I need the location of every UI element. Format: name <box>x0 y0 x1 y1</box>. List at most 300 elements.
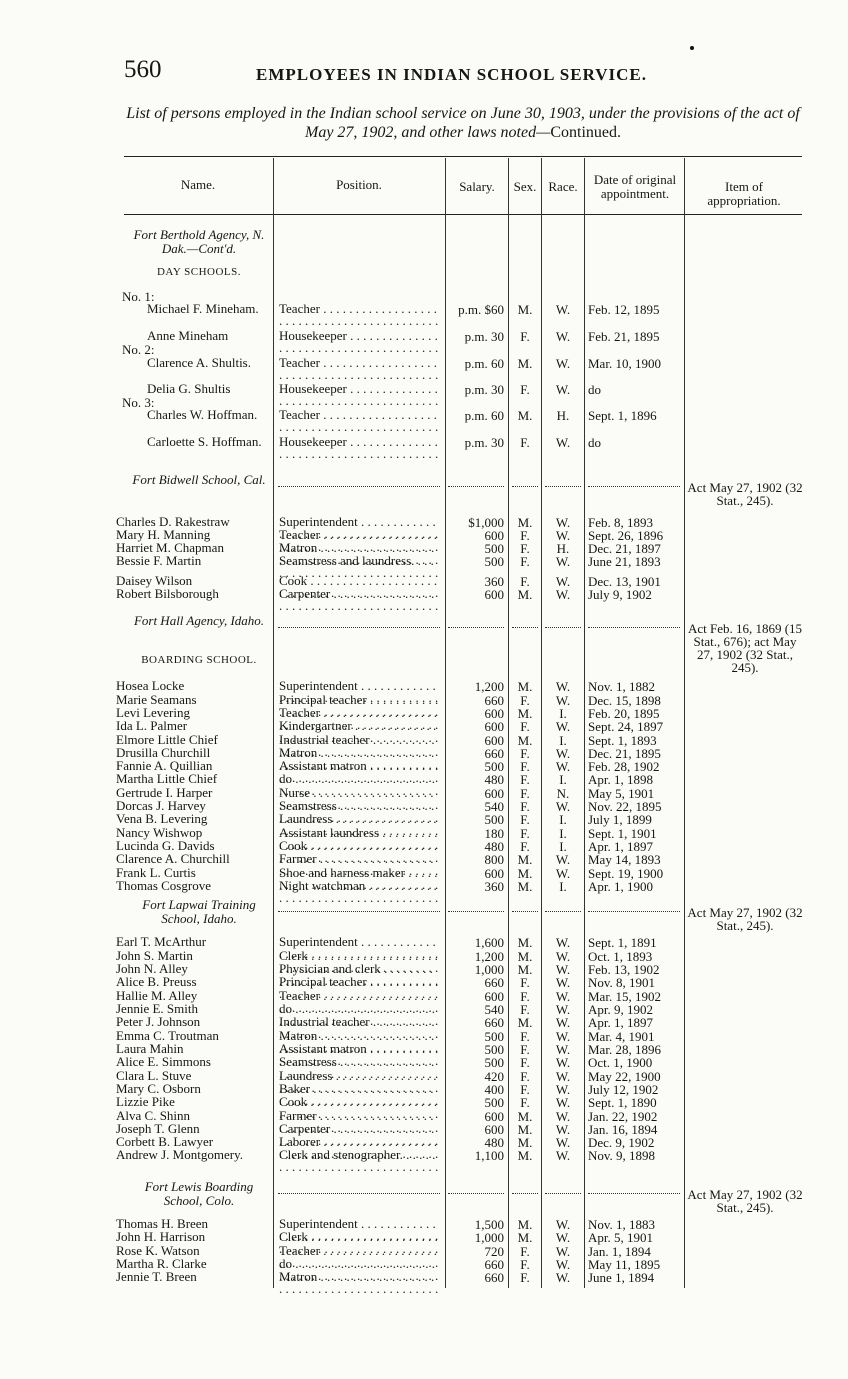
employee-salary: 480 <box>484 1135 504 1150</box>
employee-position: Clerk and stenographer. . . . <box>279 1149 439 1175</box>
employee-name: Alice E. Simmons <box>116 1054 211 1069</box>
employee-position: Superintendent . . . <box>279 936 439 962</box>
employee-salary: p.m. 30 <box>464 382 504 397</box>
employee-salary: 480 <box>484 839 504 854</box>
employee-race: W. <box>555 329 571 344</box>
school-label: No. 1: <box>122 289 155 304</box>
employee-salary: 1,000 <box>474 1230 504 1245</box>
appointment-date: July 1, 1899 <box>588 812 652 827</box>
employee-race: W. <box>555 1069 571 1084</box>
section-title: Fort Lapwai Training School, Idaho. <box>142 897 256 926</box>
dotted-leader <box>278 627 440 628</box>
employee-name: Peter J. Johnson <box>116 1014 201 1029</box>
appointment-date: Sept. 24, 1897 <box>588 719 664 734</box>
employee-name: Alice B. Preuss <box>116 974 197 989</box>
employee-name: John H. Harrison <box>116 1229 206 1244</box>
employee-sex: F. <box>520 826 530 841</box>
caption-italic: List of persons employed in the Indian school service on June 30, 1903, under the provisions of the act of May 27, 1902, and other laws noted— <box>126 105 800 141</box>
table-caption <box>118 104 808 142</box>
employee-name: Daisey Wilson <box>116 573 193 588</box>
employee-sex: M. <box>517 679 533 694</box>
employee-sex: M. <box>517 866 533 881</box>
employee-sex: F. <box>520 1257 530 1272</box>
appointment-date: Apr. 1, 1897 <box>588 1015 653 1030</box>
employee-name: Hallie M. Alley <box>116 988 198 1003</box>
employee-position: Industrial teacher . . . <box>279 1016 439 1042</box>
employee-name: Dorcas J. Harvey <box>116 798 206 813</box>
employee-salary: 1,200 <box>474 949 504 964</box>
employee-position: Laborer . . . <box>279 1136 439 1162</box>
appointment-date: Nov. 22, 1895 <box>588 799 662 814</box>
employee-salary: p.m. 60 <box>464 356 504 371</box>
employee-sex: M. <box>517 515 533 530</box>
employee-salary: 500 <box>484 1042 504 1057</box>
employee-name: Thomas H. Breen <box>116 1216 209 1231</box>
employee-race: W. <box>555 1042 571 1057</box>
employee-position: Superintendent . . . <box>279 680 439 706</box>
employee-position: Carpenter . . . <box>279 1123 439 1149</box>
employee-position: Cook . . . <box>279 840 439 866</box>
employee-salary: 1,100 <box>474 1148 504 1163</box>
employee-salary: 500 <box>484 1029 504 1044</box>
employee-position: Teacher . . . <box>279 529 439 555</box>
employee-salary: 800 <box>484 852 504 867</box>
employee-name: Jennie T. Breen <box>116 1269 197 1284</box>
employee-sex: F. <box>520 554 530 569</box>
appointment-date: Feb. 8, 1893 <box>588 515 653 530</box>
employee-name: Carloette S. Hoffman. <box>147 434 262 449</box>
employee-position: Principal teacher . . . <box>279 976 439 1002</box>
header-sex: Sex. <box>513 179 537 194</box>
employee-position: Assistant laundress . . . <box>279 827 439 853</box>
appointment-date: Apr. 5, 1901 <box>588 1230 653 1245</box>
employee-sex: M. <box>517 356 533 371</box>
employee-name: John S. Martin <box>116 948 193 963</box>
employee-sex: M. <box>517 879 533 894</box>
employee-salary: p.m. $60 <box>458 302 504 317</box>
appointment-date: do <box>588 382 601 397</box>
dotted-leader <box>588 627 680 628</box>
employee-race: W. <box>555 989 571 1004</box>
employee-name: Emma C. Troutman <box>116 1028 219 1043</box>
employee-sex: F. <box>520 989 530 1004</box>
appointment-date: Sept. 1, 1901 <box>588 826 657 841</box>
employee-salary: 660 <box>484 1015 504 1030</box>
employee-salary: 500 <box>484 554 504 569</box>
employee-sex: M. <box>517 1122 533 1137</box>
employee-salary: 500 <box>484 541 504 556</box>
employee-position: Clerk . . . <box>279 950 439 976</box>
employee-name: Charles W. Hoffman. <box>147 407 258 422</box>
ink-speck <box>690 46 694 50</box>
employee-position: Teacher . . . <box>279 707 439 733</box>
employee-salary: 1,600 <box>474 935 504 950</box>
appointment-date: Nov. 1, 1883 <box>588 1217 656 1232</box>
employee-sex: M. <box>517 1148 533 1163</box>
appropriation-item: Act May 27, 1902 (32 Stat., 245). <box>687 480 803 508</box>
employee-salary: 600 <box>484 706 504 721</box>
employee-race: W. <box>555 1244 571 1259</box>
employee-position: Teacher . . . <box>279 990 439 1016</box>
employee-race: W. <box>555 935 571 950</box>
employee-name: Levi Levering <box>116 705 190 720</box>
employee-position: Industrial teacher . . . <box>279 734 439 760</box>
appointment-date: Dec. 13, 1901 <box>588 574 661 589</box>
appointment-date: Apr. 1, 1898 <box>588 772 653 787</box>
employee-name: Clarence A. Shultis. <box>147 355 251 370</box>
employee-salary: $1,000 <box>468 515 504 530</box>
employee-race: W. <box>555 1217 571 1232</box>
employee-race: I. <box>559 812 567 827</box>
employee-sex: M. <box>517 302 533 317</box>
employee-position: Teacher . . . <box>279 357 439 383</box>
employee-salary: 500 <box>484 812 504 827</box>
appointment-date: do <box>588 435 601 450</box>
appointment-date: Sept. 26, 1896 <box>588 528 664 543</box>
employee-race: W. <box>555 1135 571 1150</box>
appointment-date: Dec. 21, 1897 <box>588 541 661 556</box>
employee-position: Matron . . . <box>279 1030 439 1056</box>
section-title: Fort Bidwell School, Cal. <box>132 472 266 487</box>
employee-name: Gertrude I. Harper <box>116 785 213 800</box>
page-number: 560 <box>124 56 162 83</box>
employee-race: W. <box>555 1230 571 1245</box>
employee-sex: F. <box>520 812 530 827</box>
header-date: Date of original appointment. <box>593 172 677 201</box>
employee-position: Superintendent . . . <box>279 1218 439 1244</box>
header-race: Race. <box>548 179 578 194</box>
employee-salary: 660 <box>484 1257 504 1272</box>
employee-race: W. <box>555 515 571 530</box>
dotted-leader <box>545 486 581 487</box>
appointment-date: Sept. 1, 1891 <box>588 935 657 950</box>
column-rule <box>273 158 274 1288</box>
employee-sex: F. <box>520 693 530 708</box>
employee-race: H. <box>556 408 570 423</box>
employee-name: Marie Seamans <box>116 692 197 707</box>
employee-sex: M. <box>517 852 533 867</box>
employee-salary: 600 <box>484 989 504 1004</box>
employee-salary: 1,200 <box>474 679 504 694</box>
employee-name: Elmore Little Chief <box>116 732 218 747</box>
employee-race: I. <box>559 772 567 787</box>
appointment-date: Oct. 1, 1900 <box>588 1055 653 1070</box>
appointment-date: Sept. 1, 1890 <box>588 1095 657 1110</box>
employee-race: W. <box>555 1109 571 1124</box>
dotted-leader <box>278 911 440 912</box>
header-name: Name. <box>180 177 216 192</box>
dotted-leader <box>448 486 504 487</box>
section-subtitle: BOARDING SCHOOL. <box>141 654 257 666</box>
section-subtitle: DAY SCHOOLS. <box>156 266 242 278</box>
appropriation-item: Act Feb. 16, 1869 (15 Stat., 676); act May 27, 1902 (32 Stat., 245). <box>687 621 803 675</box>
appointment-date: Dec. 15, 1898 <box>588 693 661 708</box>
employee-sex: M. <box>517 408 533 423</box>
employee-position: Physician and clerk . . . <box>279 963 439 989</box>
employee-salary: 360 <box>484 574 504 589</box>
employee-race: W. <box>555 1055 571 1070</box>
employee-salary: p.m. 60 <box>464 408 504 423</box>
employee-position: Housekeeper . . . <box>279 436 439 462</box>
employee-salary: 660 <box>484 746 504 761</box>
employee-race: W. <box>555 746 571 761</box>
employee-position: Teacher . . . <box>279 1245 439 1271</box>
employee-name: Mary H. Manning <box>116 527 211 542</box>
employee-name: Rose K. Watson <box>116 1243 200 1258</box>
table-top-rule <box>124 156 802 157</box>
dotted-leader <box>588 486 680 487</box>
appointment-date: Feb. 13, 1902 <box>588 962 660 977</box>
employee-name: Thomas Cosgrove <box>116 878 211 893</box>
employee-race: W. <box>555 1095 571 1110</box>
employee-sex: M. <box>517 1217 533 1232</box>
employee-position: Seamstress and laundress. . . . <box>279 555 439 581</box>
employee-salary: 420 <box>484 1069 504 1084</box>
employee-salary: 1,000 <box>474 962 504 977</box>
employee-sex: M. <box>517 962 533 977</box>
employee-position: Assistant matron . . . <box>279 1043 439 1069</box>
appointment-date: July 9, 1902 <box>588 587 652 602</box>
appointment-date: Apr. 9, 1902 <box>588 1002 653 1017</box>
employee-sex: F. <box>520 1042 530 1057</box>
employee-position: Farmer . . . <box>279 1110 439 1136</box>
employee-sex: F. <box>520 541 530 556</box>
employee-salary: 500 <box>484 1095 504 1110</box>
employee-salary: 500 <box>484 759 504 774</box>
employee-sex: F. <box>520 975 530 990</box>
header-item: Item of appropriation. <box>707 179 781 208</box>
appropriation-item: Act May 27, 1902 (32 Stat., 245). <box>687 1187 803 1215</box>
employee-name: Lucinda G. Davids <box>116 838 215 853</box>
employee-salary: p.m. 30 <box>464 329 504 344</box>
school-label: No. 3: <box>122 395 155 410</box>
employee-sex: M. <box>517 706 533 721</box>
dotted-leader <box>448 911 504 912</box>
employee-race: W. <box>555 719 571 734</box>
appointment-date: Nov. 8, 1901 <box>588 975 656 990</box>
employee-sex: F. <box>520 329 530 344</box>
employee-position: Nurse . . . <box>279 787 439 813</box>
employee-salary: 180 <box>484 826 504 841</box>
dotted-leader <box>278 1193 440 1194</box>
employee-race: I. <box>559 706 567 721</box>
dotted-leader <box>278 486 440 487</box>
employee-name: Clarence A. Churchill <box>116 851 230 866</box>
employee-sex: M. <box>517 935 533 950</box>
employee-position: Matron . . . <box>279 542 439 568</box>
dotted-leader <box>512 627 538 628</box>
employee-salary: 600 <box>484 528 504 543</box>
employee-race: W. <box>555 679 571 694</box>
employee-race: W. <box>555 554 571 569</box>
employee-sex: M. <box>517 1230 533 1245</box>
employee-position: Laundress . . . <box>279 813 439 839</box>
employee-race: W. <box>555 382 571 397</box>
employee-race: W. <box>555 949 571 964</box>
employee-race: W. <box>555 587 571 602</box>
employee-salary: 600 <box>484 866 504 881</box>
employee-name: Mary C. Osborn <box>116 1081 201 1096</box>
employee-race: I. <box>559 879 567 894</box>
employee-position: Principal teacher . . . <box>279 694 439 720</box>
employee-sex: F. <box>520 746 530 761</box>
caption-continued: Continued. <box>550 124 621 141</box>
section-title: Fort Hall Agency, Idaho. <box>133 613 265 628</box>
appointment-date: Mar. 4, 1901 <box>588 1029 655 1044</box>
employee-sex: F. <box>520 1244 530 1259</box>
section-title: Fort Berthold Agency, N. Dak.—Cont'd. <box>133 227 265 256</box>
employee-name: Charles D. Rakestraw <box>116 514 230 529</box>
employee-race: W. <box>555 435 571 450</box>
employee-position: Superintendent . . . <box>279 516 439 542</box>
appointment-date: Dec. 9, 1902 <box>588 1135 655 1150</box>
employee-race: W. <box>555 1015 571 1030</box>
employee-name: Laura Mahin <box>116 1041 184 1056</box>
employee-sex: M. <box>517 733 533 748</box>
appointment-date: Jan. 22, 1902 <box>588 1109 658 1124</box>
employee-salary: 600 <box>484 587 504 602</box>
employee-position: Cook . . . <box>279 1096 439 1122</box>
employee-position: Seamstress . . . <box>279 1056 439 1082</box>
appropriation-item: Act May 27, 1902 (32 Stat., 245). <box>687 905 803 933</box>
appointment-date: May 11, 1895 <box>588 1257 661 1272</box>
appointment-date: Apr. 1, 1900 <box>588 879 653 894</box>
employee-name: Alva C. Shinn <box>116 1108 191 1123</box>
employee-name: Anne Mineham <box>147 328 229 343</box>
employee-race: W. <box>555 528 571 543</box>
running-head: EMPLOYEES IN INDIAN SCHOOL SERVICE. <box>256 65 648 84</box>
employee-salary: p.m. 30 <box>464 435 504 450</box>
appointment-date: Mar. 15, 1902 <box>588 989 661 1004</box>
employee-sex: F. <box>520 839 530 854</box>
column-rule <box>584 158 585 1288</box>
employee-race: H. <box>556 541 570 556</box>
employee-position: Matron . . . <box>279 1271 439 1297</box>
employee-race: W. <box>555 1148 571 1163</box>
appointment-date: Nov. 1, 1882 <box>588 679 656 694</box>
employee-position: Laundress . . . <box>279 1070 439 1096</box>
header-position: Position. <box>336 177 382 192</box>
employee-sex: M. <box>517 1109 533 1124</box>
appointment-date: May 14, 1893 <box>588 852 661 867</box>
employee-race: W. <box>555 759 571 774</box>
employee-name: Vena B. Levering <box>116 811 208 826</box>
employee-race: W. <box>555 1082 571 1097</box>
employee-position: do . . . <box>279 1258 439 1284</box>
employee-name: Robert Bilsborough <box>116 586 219 601</box>
employee-position: Teacher . . . <box>279 409 439 435</box>
employee-name: Andrew J. Montgomery. <box>116 1147 243 1162</box>
employee-position: Assistant matron . . . <box>279 760 439 786</box>
dotted-leader <box>545 627 581 628</box>
employee-race: W. <box>555 356 571 371</box>
employee-salary: 720 <box>484 1244 504 1259</box>
dotted-leader <box>448 1193 504 1194</box>
employee-salary: 480 <box>484 772 504 787</box>
appointment-date: Feb. 12, 1895 <box>588 302 660 317</box>
employee-name: Bessie F. Martin <box>116 553 202 568</box>
employee-salary: 660 <box>484 975 504 990</box>
employee-salary: 400 <box>484 1082 504 1097</box>
appointment-date: Oct. 1, 1893 <box>588 949 653 964</box>
appointment-date: May 5, 1901 <box>588 786 655 801</box>
employee-race: W. <box>555 693 571 708</box>
employee-salary: 660 <box>484 693 504 708</box>
appointment-date: Dec. 21, 1895 <box>588 746 661 761</box>
employee-position: Housekeeper . . . <box>279 383 439 409</box>
appointment-date: Apr. 1, 1897 <box>588 839 653 854</box>
employee-race: I. <box>559 839 567 854</box>
employee-name: Michael F. Mineham. <box>147 301 259 316</box>
employee-race: W. <box>555 975 571 990</box>
employee-position: Clerk . . . <box>279 1231 439 1257</box>
appointment-date: Feb. 28, 1902 <box>588 759 660 774</box>
employee-sex: F. <box>520 435 530 450</box>
employee-sex: F. <box>520 759 530 774</box>
employee-race: W. <box>555 574 571 589</box>
employee-name: Corbett B. Lawyer <box>116 1134 214 1149</box>
employee-sex: F. <box>520 772 530 787</box>
employee-salary: 1,500 <box>474 1217 504 1232</box>
employee-sex: F. <box>520 1270 530 1285</box>
dotted-leader <box>448 627 504 628</box>
dotted-leader <box>588 1193 680 1194</box>
employee-name: Ida L. Palmer <box>116 718 188 733</box>
appointment-date: May 22, 1900 <box>588 1069 661 1084</box>
employee-race: W. <box>555 866 571 881</box>
dotted-leader <box>512 911 538 912</box>
employee-salary: 360 <box>484 879 504 894</box>
employee-race: W. <box>555 852 571 867</box>
employee-sex: F. <box>520 1095 530 1110</box>
appointment-date: Sept. 1, 1893 <box>588 733 657 748</box>
employee-salary: 540 <box>484 799 504 814</box>
appointment-date: Jan. 1, 1894 <box>588 1244 651 1259</box>
column-rule <box>684 158 685 1288</box>
employee-salary: 660 <box>484 1270 504 1285</box>
employee-name: Fannie A. Quillian <box>116 758 213 773</box>
appointment-date: June 1, 1894 <box>588 1270 655 1285</box>
employee-name: Harriet M. Chapman <box>116 540 224 555</box>
employee-position: do . . . <box>279 773 439 799</box>
employee-race: W. <box>555 1002 571 1017</box>
employee-sex: F. <box>520 1029 530 1044</box>
employee-race: W. <box>555 302 571 317</box>
employee-sex: F. <box>520 1002 530 1017</box>
appointment-date: Mar. 28, 1896 <box>588 1042 661 1057</box>
appointment-date: Jan. 16, 1894 <box>588 1122 658 1137</box>
school-label: No. 2: <box>122 342 155 357</box>
employee-sex: F. <box>520 382 530 397</box>
employee-sex: F. <box>520 528 530 543</box>
appointment-date: Sept. 19, 1900 <box>588 866 664 881</box>
employee-name: Lizzie Pike <box>116 1094 175 1109</box>
employee-sex: M. <box>517 1015 533 1030</box>
employee-position: Baker . . . <box>279 1083 439 1109</box>
employee-salary: 540 <box>484 1002 504 1017</box>
employee-position: Housekeeper . . . <box>279 330 439 356</box>
employee-sex: M. <box>517 1135 533 1150</box>
employee-sex: F. <box>520 1082 530 1097</box>
appointment-date: Sept. 1, 1896 <box>588 408 657 423</box>
dotted-leader <box>588 911 680 912</box>
employee-name: Clara L. Stuve <box>116 1068 192 1083</box>
dotted-leader <box>545 911 581 912</box>
employee-name: Martha Little Chief <box>116 771 218 786</box>
employee-name: Joseph T. Glenn <box>116 1121 200 1136</box>
employee-salary: 600 <box>484 719 504 734</box>
employee-salary: 600 <box>484 786 504 801</box>
